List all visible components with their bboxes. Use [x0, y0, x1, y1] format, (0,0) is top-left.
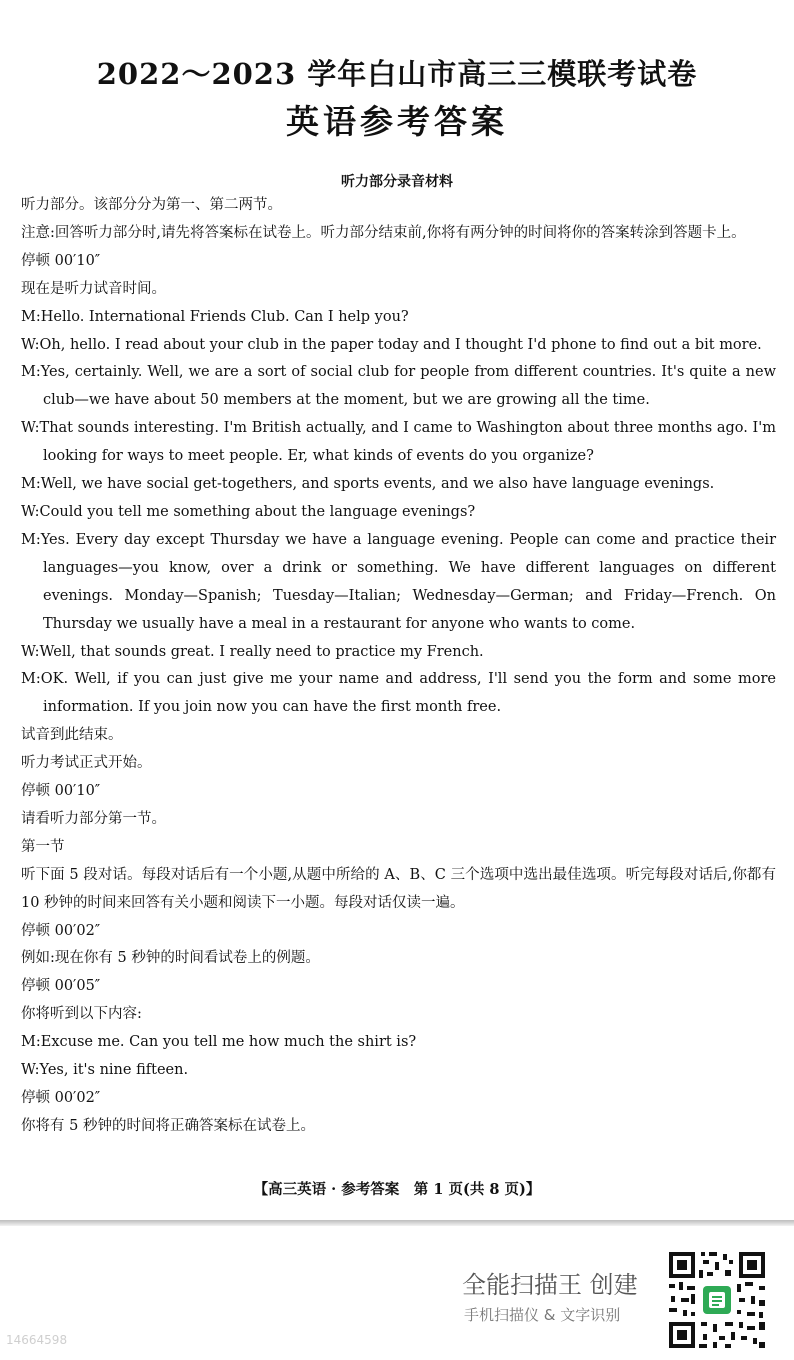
dialogue-line: M:Excuse me. Can you tell me how much the shirt is?	[21, 1034, 417, 1051]
scanner-watermark-title: 全能扫描王 创建	[462, 1271, 638, 1299]
text-line: 听力部分。该部分分为第一、第二两节。	[21, 197, 282, 213]
pause-line: 停顿 00′02″	[21, 1090, 101, 1106]
dialogue-line: W:Could you tell me something about the language evenings?	[21, 503, 476, 520]
text-paragraph: 注意:回答听力部分时,请先将答案标在试卷上。听力部分结束前,你将有两分钟的时间将你的答案转涂到答题卡上。	[21, 224, 746, 241]
text-line: 你将有 5 秒钟的时间将正确答案标在试卷上。	[21, 1117, 315, 1134]
dialogue-line: W:Well, that sounds great. I really need to practice my French.	[21, 643, 484, 660]
text-line: 请看听力部分第一节。	[21, 810, 166, 827]
dialogue-line: M:Yes, certainly. Well, we are a sort of social club for people from different countries. It's quite a new club—we have about 50 members at the moment, but we are growing all the time.	[21, 364, 776, 409]
scan-id-label: 14664598	[6, 1333, 68, 1347]
dialogue-line: M:Well, we have social get-togethers, and sports events, and we also have language evenings.	[21, 476, 715, 493]
pause-line: 停顿 00′02″	[21, 922, 101, 939]
section-label: 第一节	[21, 838, 65, 855]
transcript-body	[21, 192, 776, 1141]
page-footer: 【高三英语 · 参考答案 第 1 页(共 8 页)】	[253, 1181, 541, 1198]
pause-line: 停顿 00′10″	[21, 783, 101, 800]
text-paragraph: 听下面 5 段对话。每段对话后有一个小题,从题中所给的 A、B、C 三个选项中选出最佳选项。听完每段对话后,你都有 10 秒钟的时间来回答有关小题和阅读下一小题。每段对话仅读一遍。	[21, 866, 776, 911]
text-line: 试音到此结束。	[21, 727, 123, 744]
text-line: 听力考试正式开始。	[21, 755, 152, 772]
text-line: 现在是听力试音时间。	[21, 280, 166, 297]
dialogue-line: W:That sounds interesting. I'm British actually, and I came to Washington about three months ago. I'm looking for ways to meet people. Er, what kinds of events do you organize?	[21, 420, 776, 465]
text-line: 你将听到以下内容:	[21, 1006, 142, 1023]
pause-line: 停顿 00′05″	[21, 978, 101, 995]
dialogue-line: W:Yes, it's nine fifteen.	[21, 1062, 189, 1079]
pause-line: 停顿 00′10″	[21, 252, 101, 269]
dialogue-line: M:Hello. International Friends Club. Can I help you?	[21, 308, 409, 325]
answer-key-title: 英语参考答案	[286, 102, 508, 141]
scanner-watermark-subtitle: 手机扫描仪 & 文字识别	[464, 1306, 621, 1324]
section-heading: 听力部分录音材料	[341, 174, 453, 190]
qr-code-icon	[667, 1250, 767, 1350]
dialogue-line: M:Yes. Every day except Thursday we have a language evening. People can come and practice their languages—you know, over a drink or something. We have different languages on different evenings. Monday—Spanish; Tuesday—Italian; Wednesday—German; and Friday—French. On Thursday we usually have a meal in a restaurant for anyone who wants to come.	[21, 531, 776, 632]
dialogue-line: W:Oh, hello. I read about your club in the paper today and I thought I'd phone to find out a bit more.	[21, 336, 762, 353]
exam-title: 2022～2023 学年白山市高三三模联考试卷	[96, 57, 698, 91]
text-line: 例如:现在你有 5 秒钟的时间看试卷上的例题。	[21, 950, 320, 967]
dialogue-line: M:OK. Well, if you can just give me your name and address, I'll send you the form and some more information. If you join now you can have the first month free.	[21, 671, 776, 716]
